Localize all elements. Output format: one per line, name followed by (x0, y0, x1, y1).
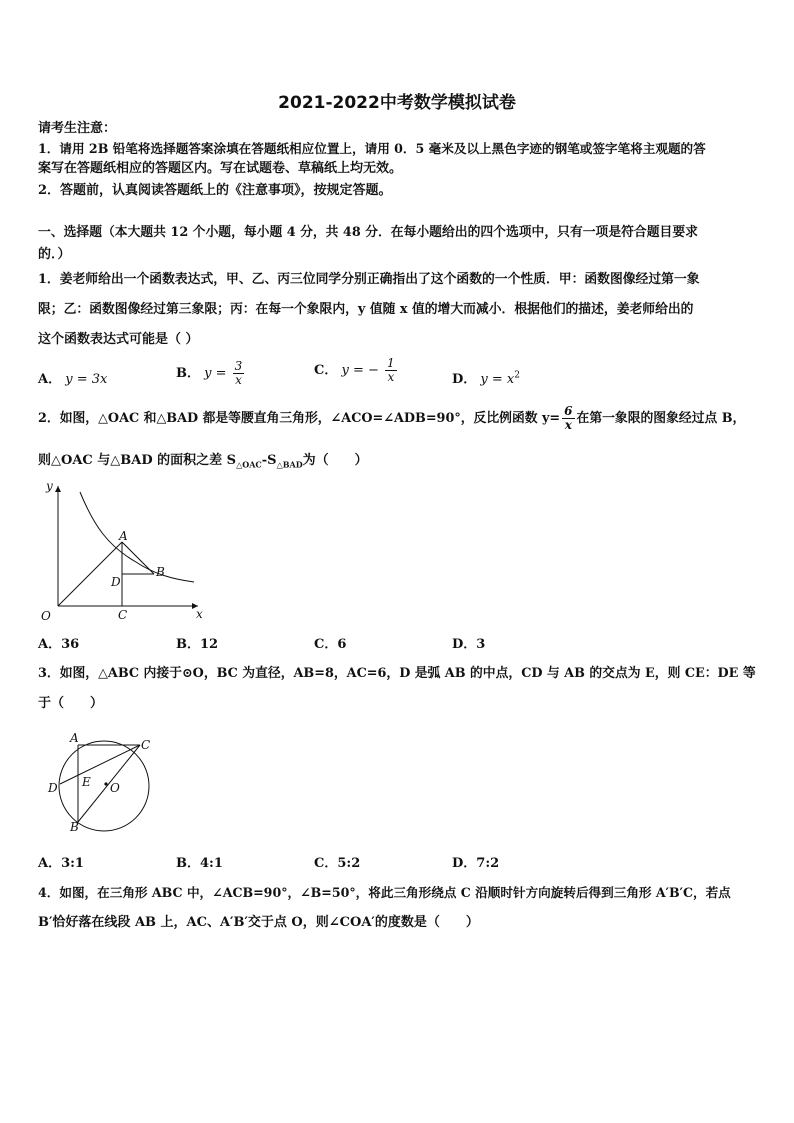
notice-line-1: 1．请用 2B 铅笔将选择题答案涂填在答题纸相应位置上，请用 0．5 毫米及以上黑色字迹的钢笔或签字笔将主观题的答 (38, 141, 706, 156)
q1-line-1: 1．姜老师给出一个函数表达式，甲、乙、丙三位同学分别正确指出了这个函数的一个性质．甲：函数图像经过第一象 (38, 272, 700, 287)
q2-figure (36, 478, 206, 624)
q2-line-1 (38, 402, 758, 436)
q2-option-b: B．12 (176, 637, 219, 652)
q3-label-b: B (70, 820, 79, 834)
q1-option-b-denominator: x (235, 373, 242, 387)
q3-label-a: A (70, 731, 79, 745)
q2-segment-oa (58, 542, 122, 606)
q1-line-3: 这个函数表达式可能是（ ） (38, 332, 199, 347)
q2-option-d: D．3 (452, 637, 486, 652)
q1-option-c-label: C． (314, 363, 338, 378)
q1-option-c-lhs: y = − (341, 363, 379, 378)
q2-label-d: D (111, 575, 121, 589)
q1-option-a-label: A． (38, 372, 62, 387)
q3-circle-o (59, 741, 149, 831)
q3-option-a: A．3:1 (38, 856, 84, 871)
q3-figure (40, 726, 160, 834)
q1-option-a (38, 368, 107, 387)
q3-label-d: D (48, 781, 58, 795)
q1-option-c (314, 357, 399, 384)
q2-minus-s: -S (261, 453, 277, 468)
q1-option-b-label: B． (176, 366, 200, 381)
q1-option-b (176, 360, 246, 387)
q2-subscript-oac: △OAC (236, 459, 262, 470)
q2-fraction-numerator: 6 (564, 404, 573, 418)
q2-fraction-denominator: x (564, 418, 572, 432)
q2-option-a: A．36 (38, 637, 80, 652)
q4-line-2: B′恰好落在线段 AB 上，AC、A′B′交于点 O，则∠COA′的度数是（ ） (38, 915, 479, 930)
q2-label-a: A (119, 529, 128, 543)
section-heading-line-1: 一、选择题（本大题共 12 个小题，每小题 4 分，共 48 分．在每小题给出的四个选项中，只有一项是符合题目要求 (38, 225, 698, 240)
q1-option-b-lhs: y = (204, 366, 227, 381)
q1-option-d-label: D． (452, 372, 477, 387)
q3-line-2: 于（ ） (38, 696, 104, 711)
notice-line-3: 2．答题前，认真阅读答题纸上的《注意事项》，按规定答题。 (38, 183, 392, 198)
q2-label-b: B (156, 565, 165, 579)
q2-segment-ab (122, 542, 154, 574)
q2-line-2 (38, 451, 758, 475)
q4-line-1: 4．如图，在三角形 ABC 中，∠ACB=90°，∠B=50°，将此三角形绕点 C 沿顺时针方向旋转后得到三角形 A′B′C，若点 (38, 885, 731, 900)
q1-line-2: 限；乙：函数图像经过第三象限；丙：在每一个象限内，y 值随 x 值的增大而减小．根据他们的描述，姜老师给出的 (38, 302, 694, 317)
q3-option-b: B．4:1 (176, 856, 223, 871)
q1-option-d-base: y = x (480, 372, 515, 387)
q1-option-d-exponent: 2 (514, 370, 520, 381)
notice-heading: 请考生注意： (38, 121, 117, 136)
q3-option-d: D．7:2 (452, 856, 500, 871)
section-heading-line-2: 的．） (38, 247, 71, 262)
q1-option-c-numerator: 1 (387, 356, 395, 370)
q2-line-1-rest: 在第一象限的图象经过点 B， (576, 411, 746, 426)
q3-label-c: C (141, 738, 151, 752)
q2-line-2-text: 则△OAC 与△BAD 的面积之差 S (38, 453, 237, 468)
q2-label-c: C (118, 608, 128, 622)
q1-option-d (452, 368, 520, 387)
q2-option-c: C．6 (314, 637, 347, 652)
q2-label-o: O (41, 609, 51, 623)
exam-title: 2021-2022中考数学模拟试卷 (278, 93, 516, 113)
q2-subscript-bad: △BAD (276, 459, 303, 470)
q1-option-b-fraction (233, 360, 245, 387)
q1-option-a-expr: y = 3x (65, 372, 108, 387)
q2-label-y: y (46, 479, 53, 493)
q2-hyperbola-curve (80, 492, 194, 582)
q2-label-x: x (196, 607, 203, 621)
q3-label-e: E (82, 775, 91, 789)
q3-center-dot (104, 782, 107, 785)
q3-line-1: 3．如图，△ABC 内接于⊙O，BC 为直径，AB=8，AC=6，D 是弧 AB 的中点，CD 与 AB 的交点为 E，则 CE：DE 等 (38, 666, 756, 681)
q2-line-1-text: 2．如图，△OAC 和△BAD 都是等腰直角三角形，∠ACO=∠ADB=90°，反比例函数 y= (38, 411, 561, 426)
q1-option-c-fraction (385, 357, 397, 384)
q2-line-2-rest: 为（ ） (302, 453, 368, 468)
q3-segment-cd (60, 745, 140, 784)
q2-fraction (562, 405, 574, 432)
q3-option-c: C．5:2 (314, 856, 361, 871)
q3-label-o: O (110, 781, 120, 795)
notice-line-2: 案写在答题纸相应的答题区内。写在试题卷、草稿纸上均无效。 (38, 161, 403, 176)
q2-y-axis-arrow (55, 486, 61, 492)
q1-option-c-denominator: x (387, 370, 395, 384)
q1-option-b-numerator: 3 (234, 359, 243, 373)
